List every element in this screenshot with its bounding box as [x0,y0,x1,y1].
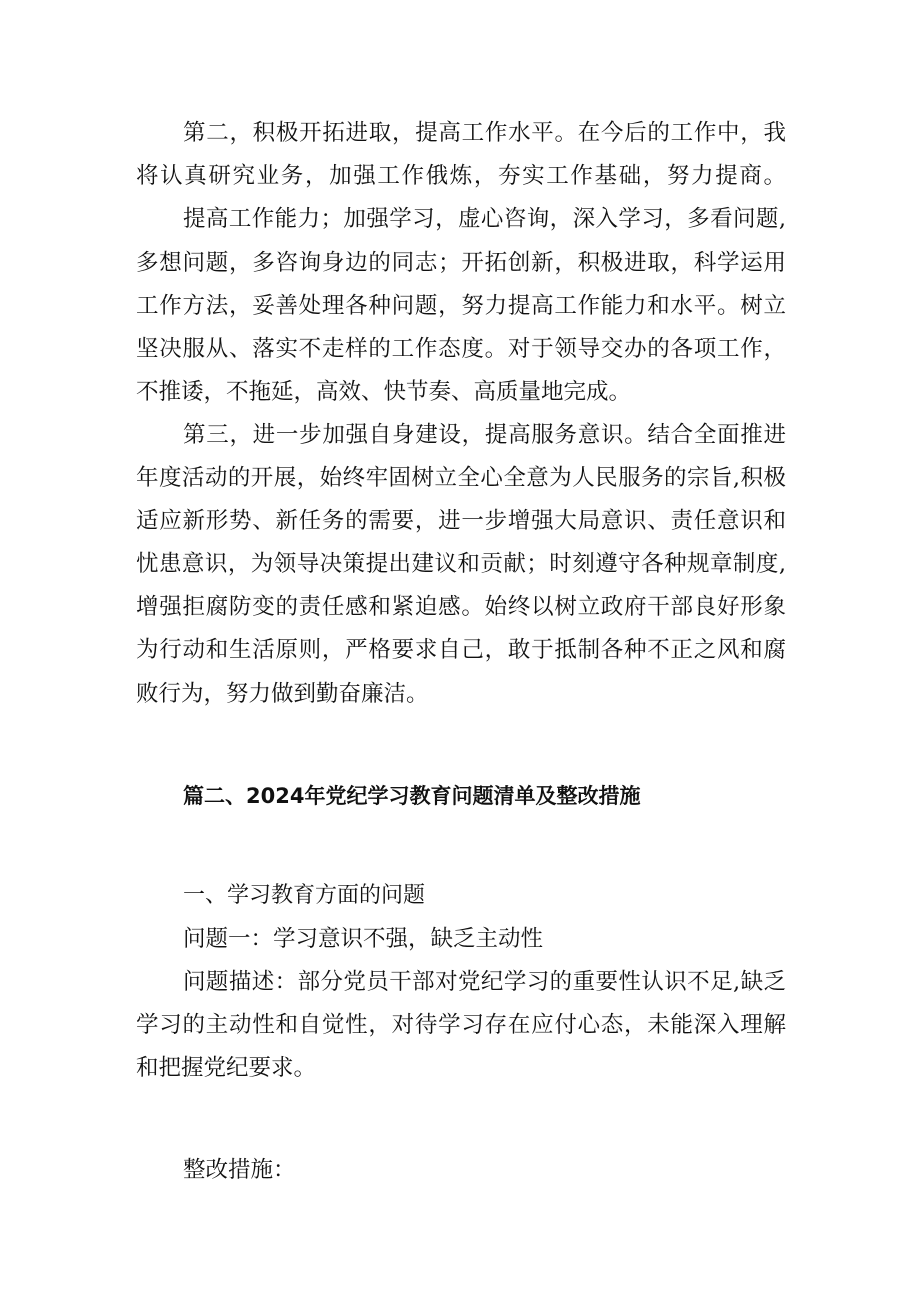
paragraph-line: 不推诿，不拖延，高效、快节奏、高质量地完成。 [136,379,632,405]
paragraph-line: 问题描述：部分党员干部对党纪学习的重要性认识不足,缺乏 [183,969,786,995]
measures-label: 整改措施： [183,1157,296,1183]
paragraph-line: 为行动和生活原则，严格要求自己，敢于抵制各种不正之风和腐 [136,637,786,663]
paragraph-line: 增强拒腐防变的责任感和紧迫感。始终以树立政府干部良好形象 [136,594,786,620]
section-heading: 篇二、2024年党纪学习教育问题清单及整改措施 [183,784,641,808]
paragraph-line: 适应新形势、新任务的需要，进一步增强大局意识、责任意识和 [136,508,786,534]
paragraph-line: 工作方法，妥善处理各种问题，努力提高工作能力和水平。树立 [136,293,786,319]
paragraph-line: 忧患意识，为领导决策提出建议和贡献；时刻遵守各种规章制度, [136,551,786,577]
paragraph-line: 败行为，努力做到勤奋廉洁。 [136,681,429,707]
paragraph-line: 和把握党纪要求。 [136,1055,317,1081]
paragraph-line: 学习的主动性和自觉性，对待学习存在应付心态，未能深入理解 [136,1012,786,1038]
paragraph-line: 第二，积极开拓进取，提高工作水平。在今后的工作中，我 [183,120,786,146]
paragraph-line: 年度活动的开展，始终牢固树立全心全意为人民服务的宗旨,积极 [136,465,786,491]
paragraph-line: 多想问题，多咨询身边的同志；开拓创新，积极进取，科学运用 [136,250,786,276]
paragraph-line: 将认真研究业务，加强工作俄炼，夯实工作基础，努力提商。 [136,163,786,189]
paragraph-line: 第三，进一步加强自身建设，提高服务意识。结合全面推进 [183,422,786,448]
paragraph-line: 提高工作能力；加强学习，虚心咨询，深入学习，多看问题, [183,206,786,232]
subsection-heading: 一、学习教育方面的问题 [183,883,426,908]
problem-title: 问题一：学习意识不强，缺乏主动性 [183,926,544,952]
paragraph-line: 坚决服从、落实不走样的工作态度。对于领导交办的各项工作， [136,336,786,362]
